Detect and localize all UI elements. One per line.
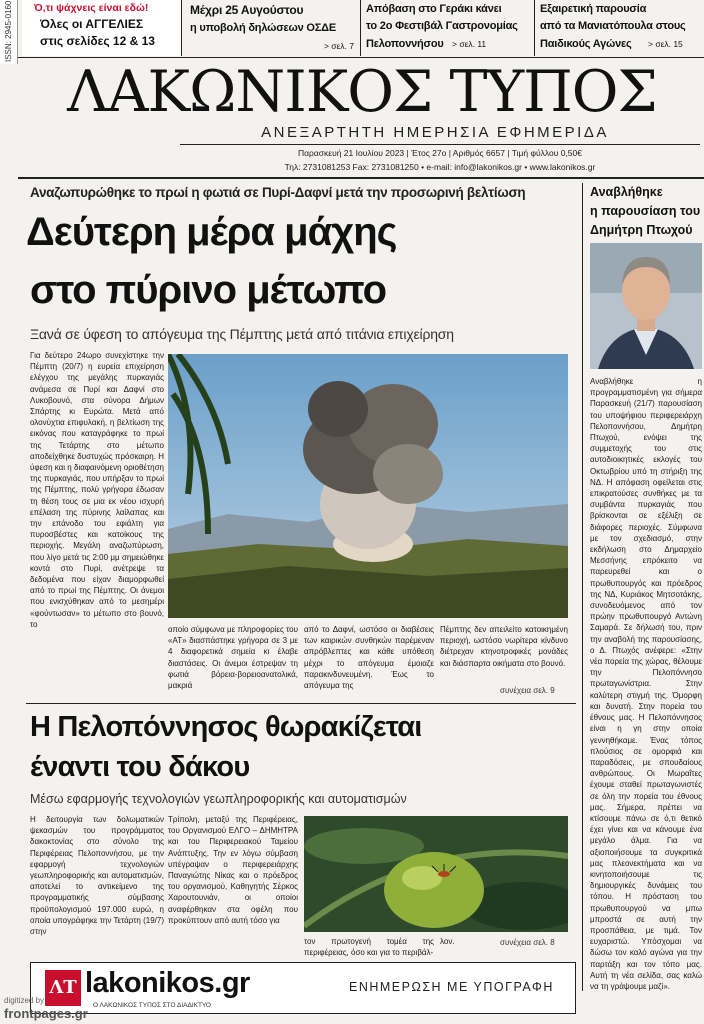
footer-banner[interactable] [30, 962, 576, 1014]
second-column-1: Η δειτουργία των δολωματικών ψεκασμών του προγράμματος δακοκτονίας στο σύνολο της Περιφέρειας Πελοποννήσου, με την εφαρμογή τεχνολογιών γεωπληροφορικής και αυτοματισμών, αποτελεί το αντικείμενο της προγραμματικής σύμβασης προϋπολογισμού 197.000 ευρώ, η οποία υπογράφηκε την Τετάρτη (19/7) στην [30, 815, 164, 937]
sidebar-title-line1[interactable]: Αναβλήθηκε [590, 185, 663, 199]
olive-photo [304, 816, 568, 932]
second-headline-line2[interactable]: έναντι του δάκου [30, 751, 250, 783]
watermark[interactable]: frontpages.gr [4, 1006, 88, 1021]
contact-line: Τηλ: 2731081253 Fax: 2731081250 • e-mail: info@lakonikos.gr • www.lakonikos.gr [284, 162, 596, 172]
lead-column-4: Πέμπτης δεν απειλείτο κατοικημένη περιοχή, ωστόσο νωρίτερα κίνδυνο διέτρεχαν κτηνοτροφικές μονάδες και διάσπαρτα οικήματα στο βουνό. [440, 625, 568, 668]
lead-continued[interactable]: συνέχεια σελ. 9 [500, 686, 555, 695]
logo-mark: ΛΤ [45, 970, 81, 1006]
lead-headline-line2[interactable]: στο πύρινο μέτωπο [30, 268, 387, 312]
masthead-title: ΛΑΚΩΝΙΚΟΣ ΤΥΠΟΣ [67, 59, 657, 125]
second-column-3: τον πρωτογενή τομέα της περιφέρειας, όσο και για το περιβάλ- [304, 937, 434, 958]
lead-column-2: οποίο σύμφωνα με πληροφορίες του «ΑΤ» διασπάστηκε γρήγορα σε 3 με 4 διαφορετικά σημεία κι έλαβε διαστάσεις. Οι άνεμοι έστρεψαν τη φωτιά βόρεια-βορειοανατολικά, μακριά [168, 625, 298, 691]
lead-headline-line1[interactable]: Δεύτερη μέρα μάχης [26, 210, 397, 254]
lead-deck: Ξανά σε ύφεση το απόγευμα της Πέμπτης μετά από τιτάνια επιχείρηση [30, 326, 454, 342]
promo-line1: Ό,τι ψάχνεις είναι εδώ! [34, 2, 149, 14]
sidebar-title-line3[interactable]: Δημήτρη Πτωχού [590, 223, 693, 237]
promo-line3: στις σελίδες 12 & 13 [40, 34, 155, 48]
second-headline-line1[interactable]: Η Πελοπόννησος θωρακίζεται [30, 711, 422, 743]
footer-tagline: ΕΝΗΜΕΡΩΣΗ ΜΕ ΥΠΟΓΡΑΦΗ [349, 980, 554, 994]
sidebar-title-line2[interactable]: η παρουσίαση του [590, 204, 701, 218]
masthead-subtitle: ΑΝΕΞΑΡΤΗΤΗ ΗΜΕΡΗΣΙΑ ΕΦΗΜΕΡΙΔΑ [261, 124, 609, 141]
issn-label: ISSN: 2945-0160 [0, 0, 18, 64]
logo-subtext: Ο ΛΑΚΩΝΙΚΟΣ ΤΥΠΟΣ ΣΤΟ ΔΙΑΔΙΚΤΥΟ [93, 1002, 211, 1009]
teaser-games[interactable]: Εξαιρετική παρουσία από τα Μανιατόπουλα στους Παιδικούς Αγώνες > σελ. 15 [540, 3, 686, 50]
portrait-photo [590, 243, 702, 369]
dateline: Παρασκευή 21 Ιουλίου 2023 | Έτος 27ο | Αριθμός 6657 | Τιμή φύλλου 0,50€ [297, 148, 582, 158]
second-deck: Μέσω εφαρμογής τεχνολογιών γεωπληροφορικής και αυτοματισμών [30, 792, 407, 806]
second-column-4: λον. [440, 937, 455, 946]
lead-kicker: Αναζωπυρώθηκε το πρωί η φωτιά σε Πυρί-Δαφνί μετά την προσωρινή βελτίωση [30, 185, 526, 200]
sidebar-body: Αναβλήθηκε η προγραμματισμένη για σήμερα Παρασκευή (21/7) παρουσίαση του υποψήφιου περιφερειάρχη Πελοποννήσου, Δημήτρη Πτωχού, ενόψει της συμμετοχής του στις αυτοδιοικητικές εκλογές του Οκτωβρίου υπό τη στήριξη της ΝΔ. Η απόφαση οφείλεται στις επικρατούσες συνθήκες με τα συμβάντα πυρκαγιάς που βρίσκονται σε εξέλιξη σε διάφορες περιοχές. Σύμφωνα με τον σχεδιασμό, στην εκδήλωση στο Δημαρχείο Μεσσήνης επρόκειτο να παρευρεθεί και ο πρωθυπουργός και πρόεδρος της ΝΔ, Κυριάκος Μητσοτάκης, συνοδευόμενος από τον πρώην πρωθυπουργό Αντώνη Σαμαρά. Σε δήλωσή του, πριν την αναβολή της παρουσίασης, ο Δ. Πτωχός ανέφερε: «Στην νέα πορεία της χώρας, θέλουμε την Πελοπόννησο πρωταγωνίστρια. Στην καλύτερη στιγμή της. Όμορφη και δυνατή. Στην πορεία του έθνους μας. Η Πελοπόννησος είναι η γη στην οποία γεννηθήκαμε. Ένας τόπος πλούσιος σε ομορφιά και παραδόσεις, με σπουδαίους ανθρώπους. Οι Μωραΐτες έχουμε σταθεί πρωταγωνιστές σε όλη την πορεία του έθνους μας. Σήμερα, πρέπει να κτίσουμε πάνω σε ό,τι θετικό έχει γίνει και να κάνουμε ένα μεγάλο άλμα. Για να αξιοποιήσουμε τα συγκριτικά μας πλεονεκτήματα και να κινητοποιήσουμε τις δημιουργικές δυνάμεις του τόπου. Η πρόσταση του πρωθυπουργού να μπω μπροστά σε αυτή την προσπάθεια, με τιμά. Τον ευχαριστώ. Υπόσχομαι να δώσω τον καλό αγώνα για την παρτάξη και τον τόπο μας. Αυτή τη νέα σελίδα, σας καλώ να τη γράψουμε μαζί». [590, 377, 702, 991]
promo-line2: Όλες οι ΑΓΓΕΛΙΕΣ [40, 17, 144, 31]
fire-photo [168, 354, 568, 618]
lead-column-1: Για δεύτερο 24ωρο συνεχίστηκε την Πέμπτη (20/7) η ευρεία επιχείρηση ελέγχου της μεγάλης πυρκαγιάς ανάμεσα σε Πυρί και Δαφνί στο Λυκοβουνό, στα σύνορα Δήμων Σπάρτης κι Ευρώτα. Μετά από ολονύχτια επιφυλακή, η βελτίωση της εικόνας που καταγράφηκε το πρωί της Τετάρτης στο μέτωπο αποδείχθηκε δυστυχώς πρόσκαιρη. Η ύφεση και η διαφαινόμενη οριοθέτηση της πυρκαγιάς, που υπήρξαν το πρωί της Πέμπτης, πολύ γρήγορα έδωσαν τη θέση τους σε μια εκ νέου ισχυρή επέλαση της πύρινης λαίλαπας και την επάνοδο του εφιάλτη για πυροσβέστες και κατοίκους της περιοχής. Μεγάλη αναζωπύρωση, που λίγο μετά τις 2:00 μμ σημειώθηκε κοντά στο Πυρί, ανέτρεψε τα δεδομένα που είχαν διαμορφωθεί από το πρωί της Πέμπτης. Οι άνεμοι που ενισχύθηκαν από το μεσημέρι «φούντωσαν» το μέτωπο στο βουνό, το [30, 351, 164, 629]
teaser-festival[interactable]: Απόβαση στο Γεράκι κάνει το 2ο Φεστιβάλ Γαστρονομίας Πελοποννήσου > σελ. 11 [366, 3, 518, 50]
logo-text: lakonikos.gr [85, 967, 250, 999]
watermark-small: digitized by [4, 996, 45, 1005]
teaser-osde[interactable]: Μέχρι 25 Αυγούστου η υποβολή δηλώσεων ΟΣΔΕ > σελ. 7 [190, 3, 354, 51]
lead-column-3: από το Δαφνί, ωστόσο οι διαβέσεις των καιρικών συνθηκών παρέμεναν απρόβλεπτες και κάθε υπόθεση μέχρι το απόγευμα έμοιαζε παρακινδυνευμένη. Έως το απόγευμα της [304, 625, 434, 691]
top-promo[interactable] [22, 0, 182, 56]
second-continued[interactable]: συνέχεια σελ. 8 [500, 938, 555, 947]
second-column-2: Τρίπολη, μεταξύ της Περιφέρειας, του Οργανισμού ΕΛΓΟ – ΔΗΜΗΤΡΑ και του Περιφερειακού Ταμείου Ανάπτυξης. Την εν λόγω σύμβαση υπέγραψαν ο περιφερειάρχης Παναγιώτης Νίκας και ο πρόεδρος του οργανισμού, Καθηγητής Σέρκος Χαρουτουνιάν, οι οποίοι αναφέρθηκαν στα οφέλη που προκύπτουν από αυτή τόσο για [168, 815, 298, 925]
